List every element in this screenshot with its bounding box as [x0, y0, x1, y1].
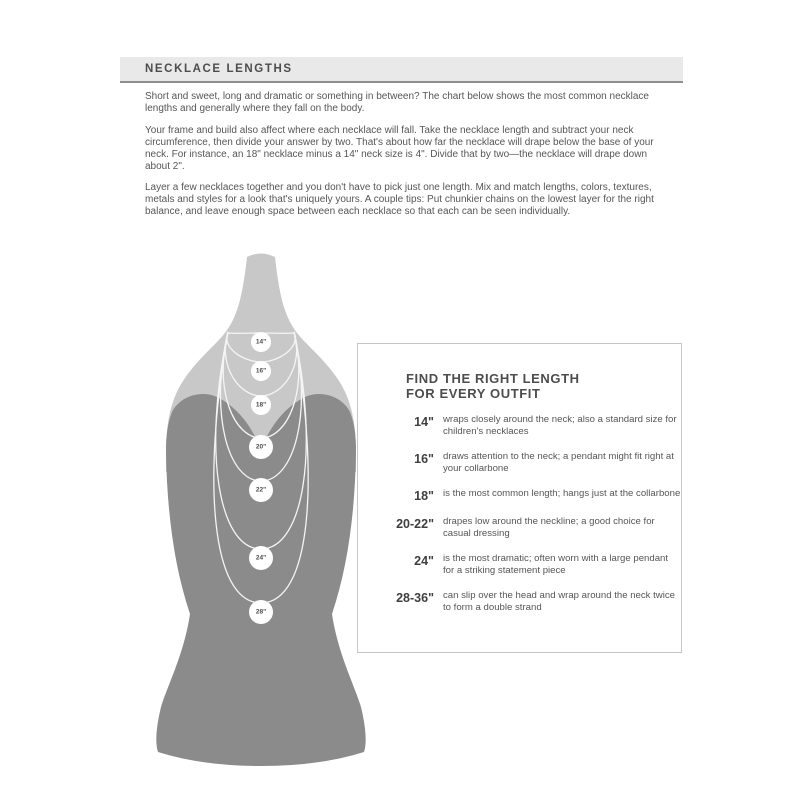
length-description: can slip over the head and wrap around the neck twice to form a double strand: [443, 590, 675, 613]
panel-heading-line2: FOR EVERY OUTFIT: [406, 386, 541, 401]
length-description: is the most dramatic; often worn with a large pendant for a striking statement piece: [443, 553, 669, 576]
tag-label: 22": [255, 486, 267, 494]
tag-label: 20": [255, 443, 267, 451]
length-list: [382, 414, 681, 614]
page-title: NECKLACE LENGTHS: [145, 63, 293, 75]
length-label: 20-22": [396, 517, 434, 531]
length-label: 24": [414, 554, 434, 568]
length-guide-panel: [357, 343, 682, 653]
length-description: is the most common length; hangs just at the collarbone: [443, 488, 681, 499]
length-description: drapes low around the neckline; a good choice for casual dressing: [443, 516, 655, 539]
length-tag: [249, 600, 273, 624]
length-description: draws attention to the neck; a pendant might fit right at your collarbone: [443, 451, 674, 474]
length-label: 18": [414, 489, 434, 503]
intro-paragraph: Layer a few necklaces together and you don't have to pick just one length. Mix and match lengths, colors, textures, metals and styles for a look that's uniquely yours. A couple tips: Put chunkier chains on the lowest layer for the right balance, and leave enough space between each necklace so that each can be seen individually.: [145, 182, 654, 218]
length-label: 14": [414, 415, 434, 429]
length-label: 28-36": [396, 591, 434, 605]
tag-label: 16": [255, 367, 267, 375]
intro-paragraph: Your frame and build also affect where each necklace will fall. Take the necklace length and subtract your neck circumference, then divide your answer by two. That's about how far the necklace will drape below the base of your neck. For instance, an 18" necklace minus a 14" neck size is 4". Divide that by two—the necklace will drape down about 2".: [145, 124, 654, 172]
length-tag: [251, 395, 271, 415]
tag-label: 18": [255, 401, 267, 409]
tag-label: 24": [255, 554, 267, 562]
length-tag: [249, 478, 273, 502]
length-description: wraps closely around the neck; also a standard size for children's necklaces: [443, 414, 677, 437]
length-tag: [251, 332, 271, 352]
length-tag: [249, 546, 273, 570]
length-label: 16": [414, 452, 434, 466]
panel-heading: [406, 371, 681, 401]
intro-paragraph: Short and sweet, long and dramatic or something in between? The chart below shows the most common necklace lengths and generally where they fall on the body.: [145, 91, 649, 114]
length-tag: [251, 361, 271, 381]
tag-label: 28": [255, 608, 267, 616]
tag-label: 14": [255, 338, 267, 346]
panel-heading-line1: FIND THE RIGHT LENGTH: [406, 371, 580, 386]
length-tag: [249, 435, 273, 459]
